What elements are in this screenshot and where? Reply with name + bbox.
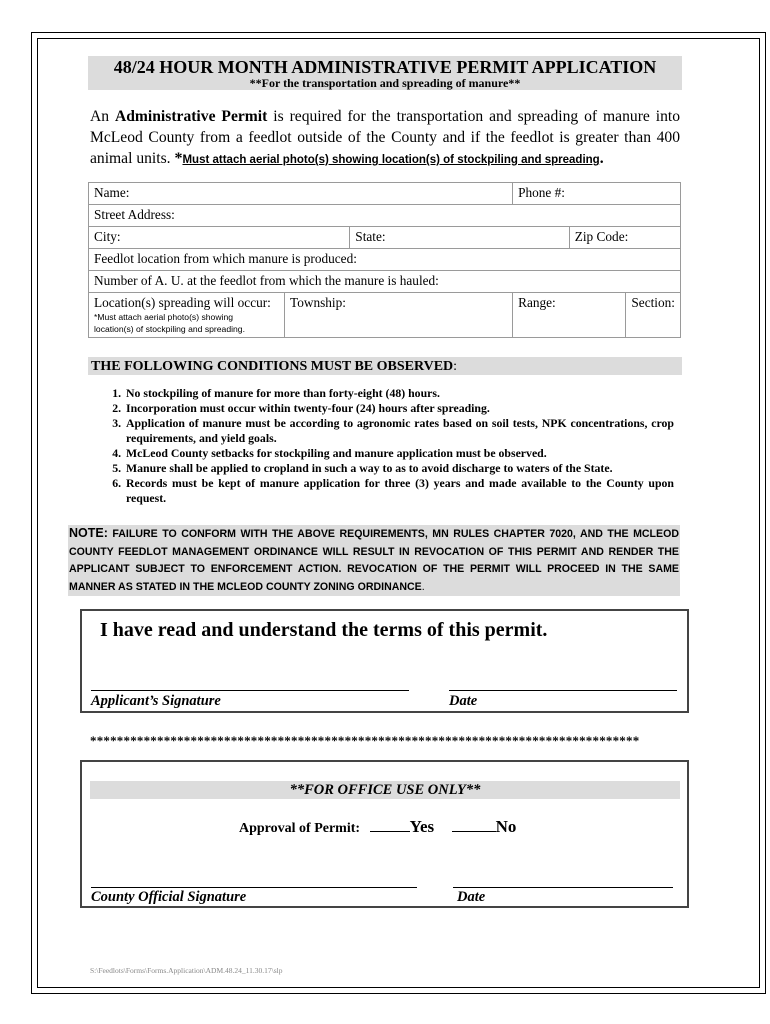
intro-text-1: An: [90, 108, 115, 125]
conditions-list: [96, 386, 674, 506]
name-field[interactable]: Name:: [89, 183, 513, 205]
applicant-date-label: Date: [449, 693, 478, 709]
feedlot-location-field[interactable]: Feedlot location from which manure is produced:: [89, 249, 681, 271]
note-text: FAILURE TO CONFORM WITH THE ABOVE REQUIREMENTS, MN RULES CHAPTER 7020, AND THE MCLEOD COUNTY FEEDLOT MANAGEMENT ORDINANCE WILL RESULT IN REVOCATION OF THIS PERMIT AND RENDER THE APPLICANT SUBJECT TO ENFORCEMENT ACTION. REVOCATION OF THE PERMIT WILL PROCEED IN THE SAME MANNER AS STATED IN THE MCLEOD COUNTY ZONING ORDINANCE: [69, 528, 679, 593]
applicant-info-table: [88, 182, 681, 338]
title-band: [88, 56, 682, 90]
location-note-line-2: location(s) of stockpiling and spreading.: [94, 324, 245, 334]
approval-yes-blank[interactable]: [370, 831, 410, 832]
applicant-date-line[interactable]: [449, 690, 677, 691]
animal-units-field[interactable]: Number of A. U. at the feedlot from which the manure is hauled:: [89, 271, 681, 293]
approval-row: [239, 817, 516, 837]
street-address-field[interactable]: Street Address:: [89, 205, 681, 227]
conditions-heading: THE FOLLOWING CONDITIONS MUST BE OBSERVED:: [88, 357, 682, 375]
intro-text-2: is required for the transportation and spreading of manure into McLeod County from a feedlot outside of the County and if the feedlot is greater than 400 animal units.: [90, 108, 681, 167]
location-spreading-field[interactable]: Location(s) spreading will occur: *Must attach aerial photo(s) showing location(s) of stockpiling and spreading.: [89, 293, 285, 338]
approval-no-blank[interactable]: [452, 831, 496, 832]
approval-label: Approval of Permit:: [239, 821, 361, 836]
acknowledgement-box: [80, 609, 689, 713]
condition-item: 1. No stockpiling of manure for more than forty-eight (48) hours.: [124, 386, 674, 401]
intro-end: .: [599, 150, 604, 167]
condition-item: 6. Records must be kept of manure application for three (3) years and made available to the County upon request.: [124, 476, 674, 506]
condition-item: 4. McLeod County setbacks for stockpiling and manure application must be observed.: [124, 446, 674, 461]
section-field[interactable]: Section:: [626, 293, 681, 338]
approval-yes-label: Yes: [409, 817, 435, 836]
official-signature-line[interactable]: [91, 887, 417, 888]
page-title: 48/24 HOUR MONTH ADMINISTRATIVE PERMIT APPLICATION: [113, 57, 657, 77]
separator-stars: **********************************************************************************: [90, 733, 640, 748]
office-use-heading: **FOR OFFICE USE ONLY**: [90, 781, 680, 799]
condition-item: 2. Incorporation must occur within twenty-four (24) hours after spreading.: [124, 401, 674, 416]
zip-code-field[interactable]: Zip Code:: [569, 227, 680, 249]
office-use-box: [80, 760, 689, 908]
applicant-signature-line[interactable]: [91, 690, 409, 691]
intro-star: *: [174, 150, 183, 167]
official-date-line[interactable]: [453, 887, 673, 888]
condition-item: 5. Manure shall be applied to cropland in such a way to as to avoid discharge to waters of the State.: [124, 461, 674, 476]
intro-bold-term: Administrative Permit: [115, 108, 268, 125]
intro-paragraph: [90, 106, 680, 171]
file-path-footer: S:\Feedlots\Forms\Forms.Application\ADM.48.24_11.30.17\slp: [90, 966, 283, 975]
location-note-line-1: *Must attach aerial photo(s) showing: [94, 312, 234, 322]
acknowledgement-statement: I have read and understand the terms of this permit.: [100, 619, 548, 641]
phone-field[interactable]: Phone #:: [513, 183, 681, 205]
approval-no-label: No: [495, 817, 517, 836]
range-field[interactable]: Range:: [513, 293, 626, 338]
official-date-label: Date: [457, 889, 486, 905]
township-field[interactable]: Township:: [285, 293, 513, 338]
intro-attach-note: Must attach aerial photo(s) showing location(s) of stockpiling and spreading: [182, 154, 600, 166]
condition-item: 3. Application of manure must be according to agronomic rates based on soil tests, NPK concentrations, crop requirements, and yield goals.: [124, 416, 674, 446]
page-subtitle: **For the transportation and spreading of manure**: [249, 76, 521, 90]
city-field[interactable]: City:: [89, 227, 350, 249]
note-paragraph: NOTE: FAILURE TO CONFORM WITH THE ABOVE REQUIREMENTS, MN RULES CHAPTER 7020, AND THE MCLEOD COUNTY FEEDLOT MANAGEMENT ORDINANCE WILL RESULT IN REVOCATION OF THIS PERMIT AND RENDER THE APPLICANT SUBJECT TO ENFORCEMENT ACTION. REVOCATION OF THE PERMIT WILL PROCEED IN THE SAME MANNER AS STATED IN THE MCLEOD COUNTY ZONING ORDINANCE.: [68, 525, 680, 596]
state-field[interactable]: State:: [350, 227, 569, 249]
applicant-signature-label: Applicant’s Signature: [91, 693, 221, 709]
official-signature-label: County Official Signature: [91, 889, 247, 905]
note-label: NOTE:: [69, 526, 108, 540]
